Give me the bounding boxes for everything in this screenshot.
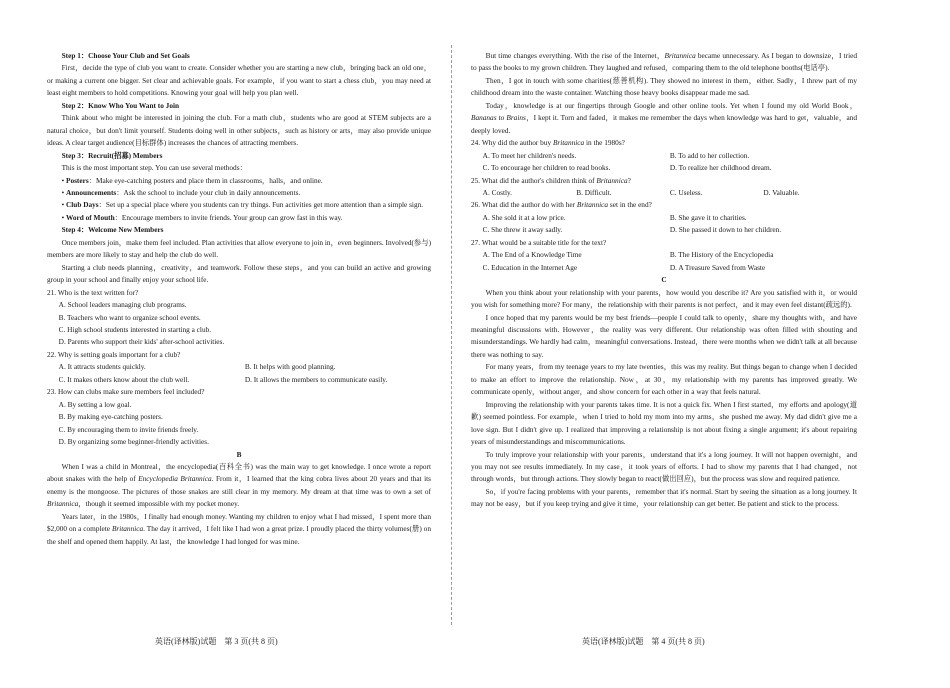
step3-heading: Step 3：Recruit(招募) Members: [61, 150, 163, 160]
q21-option-a: A. School leaders managing club programs.: [58, 300, 187, 310]
q27-option-a: A. The End of a Knowledge Time: [482, 250, 582, 260]
passage-b-paragraph-5: Today，knowledge is at our fingertips through Google and other online tools. Yet when I found my old World Book，Bananas to Brains，I kept it. Torn and faded，it makes me remember the days when knowledge was hard to get，valuable，and deeply loved.: [471, 100, 857, 135]
q25-option-c: C. Useless.: [669, 187, 703, 197]
step2-heading: Step 2：Know Who You Want to Join: [61, 100, 180, 110]
q21-option-d: D. Parents who support their kids' after-school activities.: [58, 337, 225, 347]
q24-option-c: C. To encourage her children to read books.: [482, 163, 611, 173]
q24-options-row1: [471, 150, 857, 162]
question-22: 22. Why is setting goals important for a club?: [47, 349, 181, 359]
closing-text: Starting a club needs planning，creativity，and teamwork. Follow these steps，and you can build an active and growing group in your school and finally enjoy your school life.: [47, 262, 431, 285]
step4-text: Once members join，make them feel included. Plan activities that allow everyone to join in，even beginners. Involved(参与) members are more likely to stay and help the club do well.: [47, 237, 431, 260]
question-25: 25. What did the author's children think of Britannica?: [471, 175, 631, 185]
q27-options-row1: [471, 249, 857, 261]
passage-c-paragraph-6: So，if you're facing problems with your parents，remember that it's normal. Start by seeing the situation as a long journey. It may not be easy，but if you keep trying and give it time，your relationship can get better. Be patient and stick to the process.: [471, 486, 857, 509]
q22-option-d: D. It allows the members to communicate easily.: [244, 374, 388, 384]
q21-option-c: C. High school students interested in starting a club.: [58, 324, 212, 334]
bullet-word-of-mouth: • Word of Mouth：Encourage members to invite friends. Your group can grow fast in this way.: [61, 212, 343, 222]
passage-c-paragraph-2: I once hoped that my parents would be my best friends—people I could talk to openly，share my thoughts with，and have meaningful discussions with. However，the reality was very different. Our relationship was often filled with shouting and misunderstandings. We hardly had calm，meaningful conversations. Instead，there were months when we didn't talk at all because there was nothing to say.: [471, 312, 857, 359]
q24-options-row2: [471, 162, 857, 174]
q24-option-d: D. To realize her childhood dream.: [669, 163, 772, 173]
q22-options-row2: [47, 374, 431, 386]
q23-option-b: B. By making eye-catching posters.: [58, 412, 163, 422]
bullet-posters: • Posters：Make eye-catching posters and place them in classrooms，halls，and online.: [61, 175, 323, 185]
q25-option-b: B. Difficult.: [576, 187, 612, 197]
q25-option-a: A. Costly.: [482, 187, 512, 197]
q22-option-c: C. It makes others know about the club well.: [58, 374, 190, 384]
question-23: 23. How can clubs make sure members feel included?: [47, 387, 205, 397]
section-c-heading: C: [661, 275, 667, 285]
bullet-announcements: • Announcements：Ask the school to include your club in daily announcements.: [61, 187, 301, 197]
passage-b-paragraph-1: When I was a child in Montreal，the encyclopedia(百科全书) was the main way to get knowledge. I once wrote a report about snakes with the help of Encyclopedia Britannica. From it，I learned that the king cobra lives about 20 years and that its enemy is the mongoose. The pictures of those snakes are still clear in my memory. My dream at that time was to own a set of Britannica，though it seemed impossible with my pocket money.: [47, 461, 431, 509]
section-b-heading: B: [236, 449, 242, 459]
page-divider: [451, 45, 452, 625]
bullet-club-days: • Club Days：Set up a special place where you students can try things. Fun activities get more attention than a simple sign.: [61, 200, 424, 210]
q25-option-d: D. Valuable.: [763, 187, 800, 197]
page-4-footer: 英语(译林版)试题 第 4 页(共 8 页): [582, 637, 705, 646]
q23-option-a: A. By setting a low goal.: [58, 399, 132, 409]
q27-option-b: B. The History of the Encyclopedia: [669, 250, 774, 260]
q26-option-a: A. She sold it at a low price.: [482, 212, 566, 222]
step2-text: Think about who might be interested in joining the club. For a math club，students who are good at STEM subjects are a natural choice，but don't limit yourself. Students doing well in other subjects，such as history or arts，may also provide unique ideas. A clear target audience(目标群体) increases the chances of attracting members.: [47, 113, 431, 148]
question-21: 21. Who is the text written for?: [47, 287, 139, 297]
q27-options-row2: [471, 262, 857, 274]
q23-option-c: C. By encouraging them to invite friends freely.: [58, 424, 199, 434]
passage-c-paragraph-5: To truly improve your relationship with your parents，understand that it's a long journey. It will not happen overnight，and you may not see results immediately. In my case，it took years of efforts. I had to show my parents that I had changed，not through words，but through actions. They slowly began to react(做出回应)，but the process was slow and required patience.: [471, 449, 857, 484]
q27-option-c: C. Education in the Internet Age: [482, 262, 578, 272]
passage-c-paragraph-4: Improving the relationship with your parents takes time. It is not a quick fix. When I first started，my efforts and apology(道歉) seemed pointless. For example，when I tried to hold my mom into my arms，she pushed me away. My dad didn't give me a love sign. But I didn't give up. I realized that improving a relationship is not about fixing a single argument; it's about repairing years of misunderstandings and miscommunications.: [471, 399, 857, 447]
q26-options-row1: [471, 212, 857, 224]
step1-heading: Step 1：Choose Your Club and Set Goals: [61, 51, 190, 60]
q26-option-c: C. She threw it away sadly.: [482, 225, 563, 235]
passage-b-paragraph-2: Years later，in the 1980s，I finally had enough money. Wanting my children to enjoy what I had missed，I spent more than $2,000 on a complete Britannica. The day it arrived，I felt like I had won a great prize. I proudly placed the thirty volumes(册) on the shelf and opened them happily. At last，the knowledge I had longed for was mine.: [47, 511, 431, 546]
passage-b-paragraph-3: But time changes everything. With the rise of the Internet，Britannica became unnecessary. As I began to downsize，I tried to pass the books to my grown children. They laughed and refused，comparing them to the old telephone booths(电话亭).: [471, 51, 857, 73]
step3-text: This is the most important step. You can use several methods：: [61, 163, 247, 173]
question-24: 24. Why did the author buy Britannica in the 1980s?: [471, 138, 625, 148]
page-3-footer: 英语(译林版)试题 第 3 页(共 8 页): [155, 637, 278, 646]
q27-option-d: D. A Treasure Saved from Waste: [669, 262, 766, 272]
q26-option-b: B. She gave it to charities.: [669, 212, 747, 222]
q26-options-row2: [471, 224, 857, 236]
step1-text: First，decide the type of club you want to create. Consider whether you are starting a new club，bringing back an old one，or making a current one bigger. Set clear and achievable goals. For example，if you want to start a chess club，you may need at least eight members to hold competitions. Knowing your goal will help you plan well.: [47, 63, 431, 98]
question-27: 27. What would be a suitable title for the text?: [471, 237, 607, 247]
question-26: 26. What did the author do with her Britannica set in the end?: [471, 200, 652, 210]
q22-option-a: A. It attracts students quickly.: [58, 362, 146, 372]
page-3-column: [47, 50, 431, 548]
passage-c-paragraph-1: When you think about your relationship with your parents，how would you describe it? Are you satisfied with it，or would you wish for something more? For many，the relationship with their parents is not perfect，and it may even feel distant(疏远的).: [471, 287, 857, 310]
q25-options: [471, 187, 857, 199]
q24-option-a: A. To meet her children's needs.: [482, 150, 577, 160]
q23-option-d: D. By organizing some beginner-friendly activities.: [58, 437, 209, 447]
q22-options-row1: [47, 361, 431, 373]
passage-b-paragraph-4: Then，I got in touch with some charities(慈善机构). They showed no interest in them，either. Sadly，I threw part of my childhood dream into the waste container. Watching those heavy books disappear made me sad.: [471, 75, 857, 98]
q22-option-b: B. It helps with good planning.: [244, 362, 336, 372]
page-4-column: [471, 50, 857, 511]
q21-option-b: B. Teachers who want to organize school events.: [58, 312, 201, 322]
step4-heading: Step 4：Welcome New Members: [61, 225, 164, 235]
passage-c-paragraph-3: For many years，from my teenage years to my late twenties，this was my reality. But things began to change when I decided to make an effort to improve the relationship. Now，at 30，my relationship with my parents has improved greatly. We communicate openly，without anger，and show concern for each other in a way that feels natural.: [471, 362, 857, 397]
q26-option-d: D. She passed it down to her children.: [669, 225, 782, 235]
q24-option-b: B. To add to her collection.: [669, 150, 750, 160]
